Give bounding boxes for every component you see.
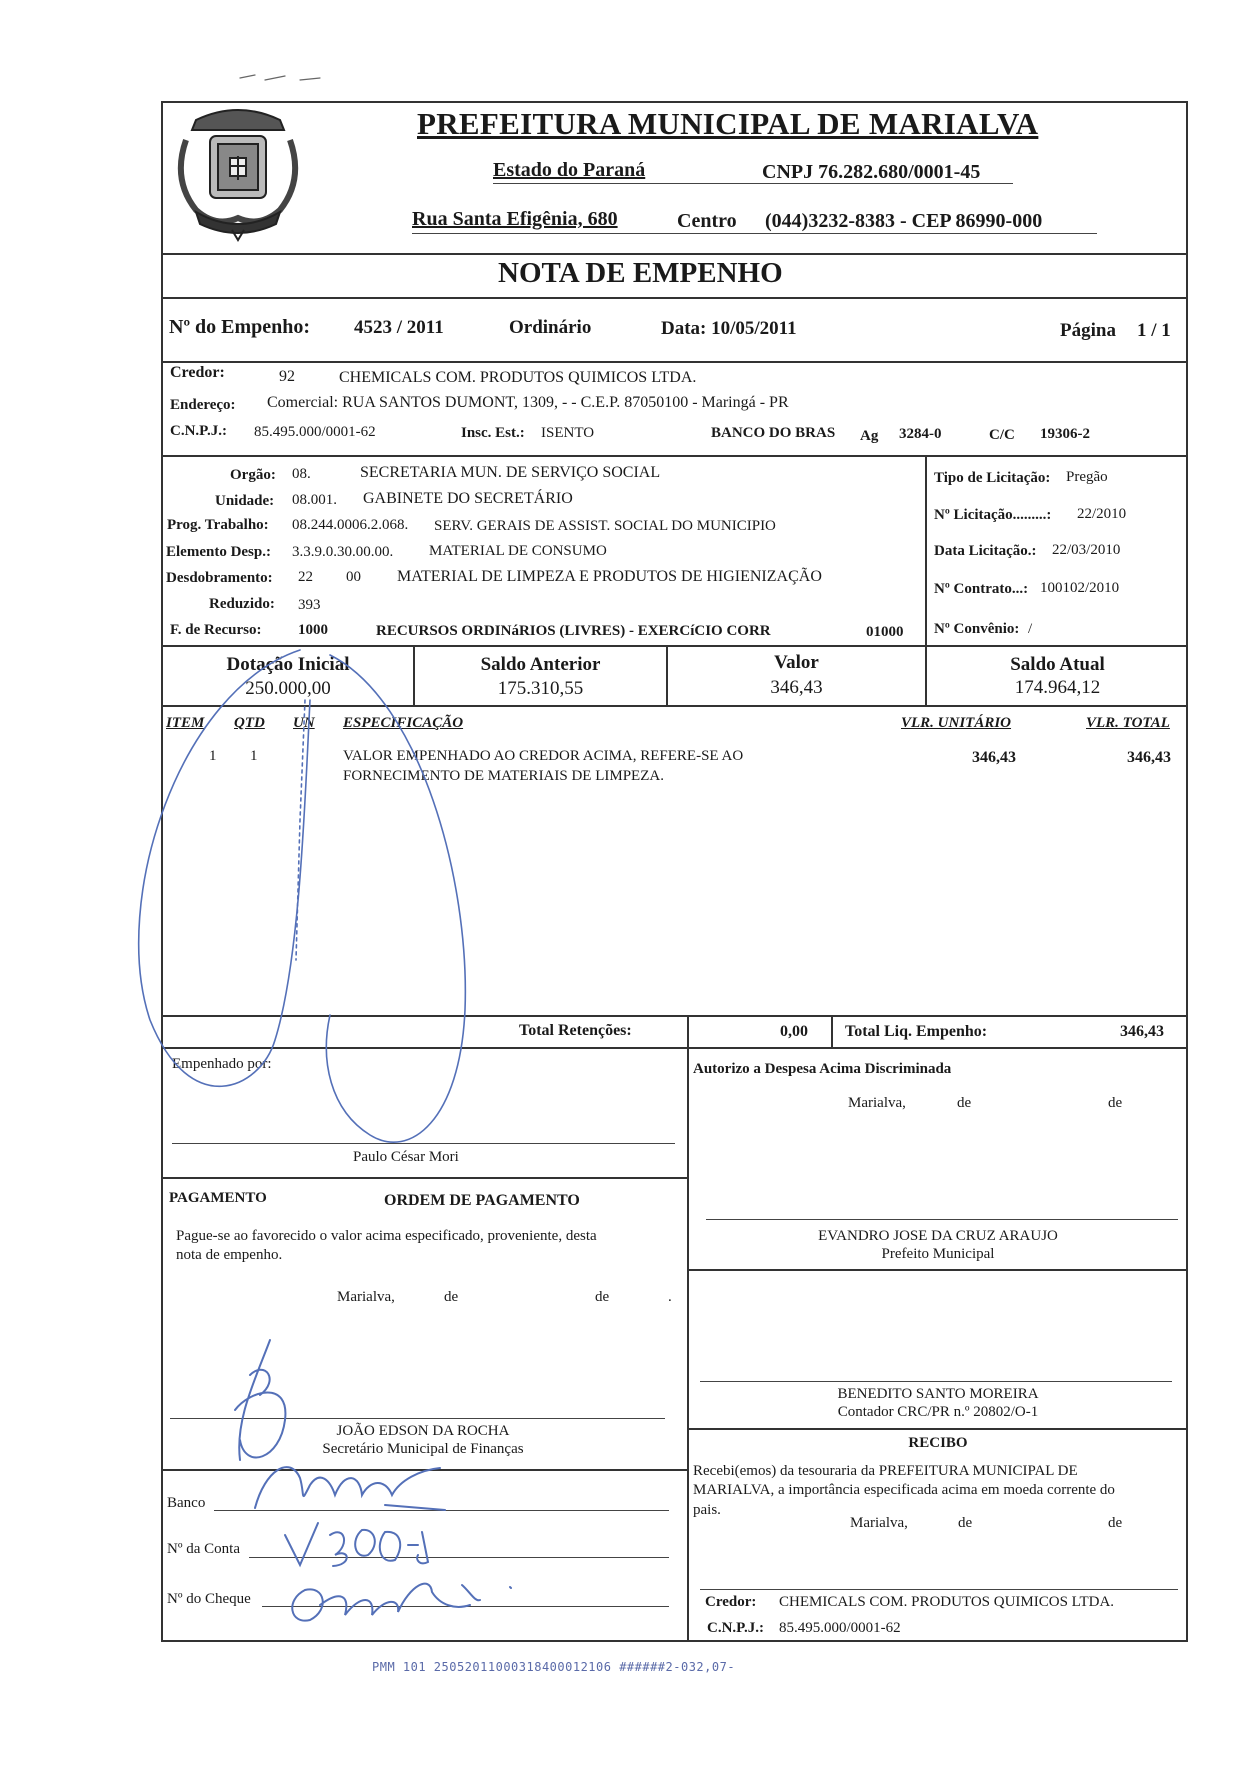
row-spec-line2: FORNECIMENTO DE MATERIAIS DE LIMPEZA.: [343, 768, 664, 784]
totals-div1: [687, 1015, 689, 1047]
licitacao-num-label: Nº Licitação.........:: [934, 507, 1052, 523]
empenhado-sign-line: [172, 1143, 675, 1144]
budget-divider: [925, 455, 927, 645]
empenho-page: 1 / 1: [1137, 320, 1171, 341]
recibo-de2: de: [1108, 1515, 1123, 1531]
orgao-label: Orgão:: [230, 467, 276, 483]
conta-label: Nº da Conta: [167, 1541, 240, 1557]
prog-name: SERV. GERAIS DE ASSIST. SOCIAL DO MUNICIPIO: [434, 518, 776, 534]
col-un: UN: [293, 715, 315, 731]
saldo-anterior-value: 175.310,55: [497, 678, 584, 699]
contador-bottom-rule: [687, 1428, 1188, 1430]
handwriting-top-mark: [240, 75, 320, 80]
header-title: PREFEITURA MUNICIPAL DE MARIALVA: [417, 106, 1039, 141]
recibo-label: RECIBO: [908, 1435, 968, 1451]
autorizo-city: Marialva,: [848, 1095, 906, 1111]
retencoes-label: Total Retenções:: [519, 1022, 632, 1039]
empenho-number-label: Nº do Empenho:: [169, 316, 311, 338]
desdob-name: MATERIAL DE LIMPEZA E PRODUTOS DE HIGIENIZAÇÃO: [397, 568, 822, 585]
elemento-label: Elemento Desp.:: [166, 544, 271, 560]
unidade-label: Unidade:: [215, 493, 275, 509]
dotacao-value: 250.000,00: [245, 678, 331, 699]
empenho-type: Ordinário: [509, 317, 592, 338]
empenhado-name: Paulo César Mori: [353, 1149, 459, 1165]
saldo-bottom-rule: [161, 705, 1188, 707]
header-street-rule: [412, 233, 1097, 234]
autorizo-de2: de: [1108, 1095, 1123, 1111]
col-spec: ESPECIFICAÇÃO: [343, 715, 464, 731]
valor-value: 346,43: [770, 677, 823, 698]
liq-value: 346,43: [1120, 1023, 1164, 1040]
ordem-pagamento-label: ORDEM DE PAGAMENTO: [384, 1192, 580, 1209]
licitacao-tipo: Pregão: [1066, 469, 1108, 485]
cheque-field[interactable]: [262, 1606, 669, 1607]
licitacao-contrato: 100102/2010: [1040, 580, 1120, 596]
elemento-code: 3.3.9.0.30.00.00.: [292, 544, 394, 560]
saldo-atual-label: Saldo Atual: [1010, 654, 1105, 675]
autorizo-de1: de: [957, 1095, 972, 1111]
unidade-code: 08.001.: [292, 492, 337, 508]
budget-bottom-rule: [161, 645, 1188, 647]
pagamento-text2: nota de empenho.: [176, 1247, 283, 1263]
pagamento-bottom-rule: [161, 1469, 687, 1471]
pagamento-role: Secretário Municipal de Finanças: [322, 1441, 524, 1457]
header-phone-cep: (044)3232-8383 - CEP 86990-000: [765, 210, 1043, 232]
pagamento-label: PAGAMENTO: [169, 1190, 267, 1206]
saldo-atual-value: 174.964,12: [1014, 677, 1101, 698]
desdob-label: Desdobramento:: [166, 570, 273, 586]
autorizo-name: EVANDRO JOSE DA CRUZ ARAUJO: [818, 1228, 1058, 1244]
recibo-sign-line: [700, 1589, 1178, 1590]
credor-account: 19306-2: [1040, 426, 1090, 442]
prog-label: Prog. Trabalho:: [167, 517, 269, 533]
totals-div2: [831, 1015, 833, 1047]
credor-label: Credor:: [170, 364, 225, 381]
credor-address-label: Endereço:: [170, 397, 236, 413]
retencoes-value: 0,00: [780, 1023, 808, 1040]
empenho-page-label: Página: [1060, 320, 1116, 341]
banco-field[interactable]: [214, 1510, 669, 1511]
recibo-text3: pais.: [693, 1502, 721, 1518]
recibo-text2: MARIALVA, a importância especificada acima em moeda corrente do: [693, 1482, 1115, 1498]
credor-account-label: C/C: [989, 427, 1015, 443]
credor-agency: 3284-0: [899, 426, 942, 442]
lower-divider: [687, 1047, 689, 1642]
empenho-bottom-rule: [161, 361, 1188, 363]
recibo-de1: de: [958, 1515, 973, 1531]
recibo-credor-label: Credor:: [705, 1594, 757, 1610]
desdob-a: 22: [298, 569, 313, 585]
recibo-text1: Recebi(emos) da tesouraria da PREFEITURA MUNICIPAL DE: [693, 1463, 1078, 1479]
credor-bank: BANCO DO BRAS: [711, 425, 836, 441]
credor-insc-label: Insc. Est.:: [461, 425, 525, 441]
autorizo-sign-line: [706, 1219, 1178, 1220]
doc-title: NOTA DE EMPENHO: [498, 257, 783, 289]
liq-label: Total Liq. Empenho:: [845, 1023, 988, 1040]
pagamento-name: JOÃO EDSON DA ROCHA: [336, 1423, 510, 1439]
autorizo-bottom-rule: [687, 1269, 1188, 1271]
totals-top-rule: [161, 1015, 1188, 1017]
empenho-number: 4523 / 2011: [354, 317, 444, 338]
pagamento-text1: Pague-se ao favorecido o valor acima especificado, proveniente, desta: [176, 1228, 597, 1244]
recibo-credor: CHEMICALS COM. PRODUTOS QUIMICOS LTDA.: [779, 1594, 1115, 1610]
reduzido-value: 393: [298, 597, 321, 613]
licitacao-convenio-label: Nº Convênio:: [934, 621, 1020, 637]
credor-address: Comercial: RUA SANTOS DUMONT, 1309, - - C.E.P. 87050100 - Maringá - PR: [267, 394, 789, 411]
totals-bottom-rule: [161, 1047, 1188, 1049]
licitacao-convenio: /: [1028, 621, 1033, 637]
row-spec-line1: VALOR EMPENHADO AO CREDOR ACIMA, REFERE-SE AO: [343, 748, 744, 764]
licitacao-tipo-label: Tipo de Licitação:: [934, 470, 1051, 486]
recurso-label: F. de Recurso:: [170, 622, 262, 638]
recurso-code: 1000: [298, 622, 328, 638]
licitacao-data-label: Data Licitação.:: [934, 543, 1037, 559]
desdob-b: 00: [346, 569, 361, 585]
dotacao-label: Dotação Inicial: [226, 654, 350, 675]
unidade-name: GABINETE DO SECRETÁRIO: [363, 490, 573, 507]
header-street: Rua Santa Efigênia, 680: [412, 208, 618, 230]
header-cnpj: CNPJ 76.282.680/0001-45: [762, 161, 981, 183]
row-total: 346,43: [1127, 749, 1171, 766]
empenhado-bottom-rule: [161, 1177, 687, 1179]
licitacao-num: 22/2010: [1077, 506, 1127, 522]
recurso-code2: 01000: [866, 624, 904, 640]
header-district: Centro: [677, 210, 737, 232]
conta-field[interactable]: [249, 1557, 669, 1558]
recurso-name: RECURSOS ORDINáRIOS (LIVRES) - EXERCíCIO CORR: [376, 623, 771, 639]
header-state: Estado do Paraná: [493, 159, 646, 181]
reduzido-label: Reduzido:: [209, 596, 275, 612]
credor-code: 92: [279, 368, 295, 385]
title-bottom-rule: [161, 297, 1188, 299]
pagamento-city: Marialva,: [337, 1289, 395, 1305]
empenho-date: Data: 10/05/2011: [661, 318, 797, 339]
empenhado-label: Empenhado por:: [172, 1056, 272, 1072]
credor-cnpj-label: C.N.P.J.:: [170, 423, 227, 439]
contador-role: Contador CRC/PR n.º 20802/O-1: [837, 1404, 1039, 1420]
pagamento-de2: de: [595, 1289, 610, 1305]
contador-sign-line: [700, 1381, 1172, 1382]
licitacao-contrato-label: Nº Contrato...:: [934, 581, 1029, 597]
credor-cnpj: 85.495.000/0001-62: [254, 424, 376, 440]
recibo-city: Marialva,: [850, 1515, 908, 1531]
row-item: 1: [209, 748, 217, 764]
orgao-code: 08.: [292, 466, 311, 482]
saldo-anterior-label: Saldo Anterior: [480, 654, 601, 675]
row-qtd: 1: [250, 748, 258, 764]
header-bottom-rule: [161, 253, 1188, 255]
autorizo-label: Autorizo a Despesa Acima Discriminada: [693, 1061, 952, 1077]
credor-bottom-rule: [161, 455, 1188, 457]
col-unit: VLR. UNITÁRIO: [901, 715, 1012, 731]
banco-label: Banco: [167, 1495, 206, 1511]
pagamento-dot: .: [668, 1289, 672, 1305]
elemento-name: MATERIAL DE CONSUMO: [429, 543, 607, 559]
col-total: VLR. TOTAL: [1086, 715, 1170, 731]
col-qtd: QTD: [234, 715, 265, 731]
pagamento-de1: de: [444, 1289, 459, 1305]
credor-agency-label: Ag: [860, 428, 879, 444]
print-stamp: PMM 101 25052011000318400012106 ######2-032,07-: [372, 1660, 736, 1674]
licitacao-data: 22/03/2010: [1052, 542, 1121, 558]
contador-name: BENEDITO SANTO MOREIRA: [837, 1386, 1039, 1402]
orgao-name: SECRETARIA MUN. DE SERVIÇO SOCIAL: [360, 464, 661, 481]
row-unit: 346,43: [972, 749, 1016, 766]
recibo-cnpj-label: C.N.P.J.:: [707, 1620, 764, 1636]
cheque-label: Nº do Cheque: [167, 1591, 251, 1607]
recibo-cnpj: 85.495.000/0001-62: [779, 1620, 901, 1636]
credor-name: CHEMICALS COM. PRODUTOS QUIMICOS LTDA.: [339, 369, 697, 386]
valor-label: Valor: [774, 652, 819, 673]
col-item: ITEM: [166, 715, 205, 731]
autorizo-role: Prefeito Municipal: [881, 1246, 995, 1262]
prog-code: 08.244.0006.2.068.: [292, 517, 409, 533]
coat-of-arms-logo: [166, 100, 310, 242]
pagamento-sign-line: [170, 1418, 665, 1419]
credor-insc: ISENTO: [541, 425, 595, 441]
